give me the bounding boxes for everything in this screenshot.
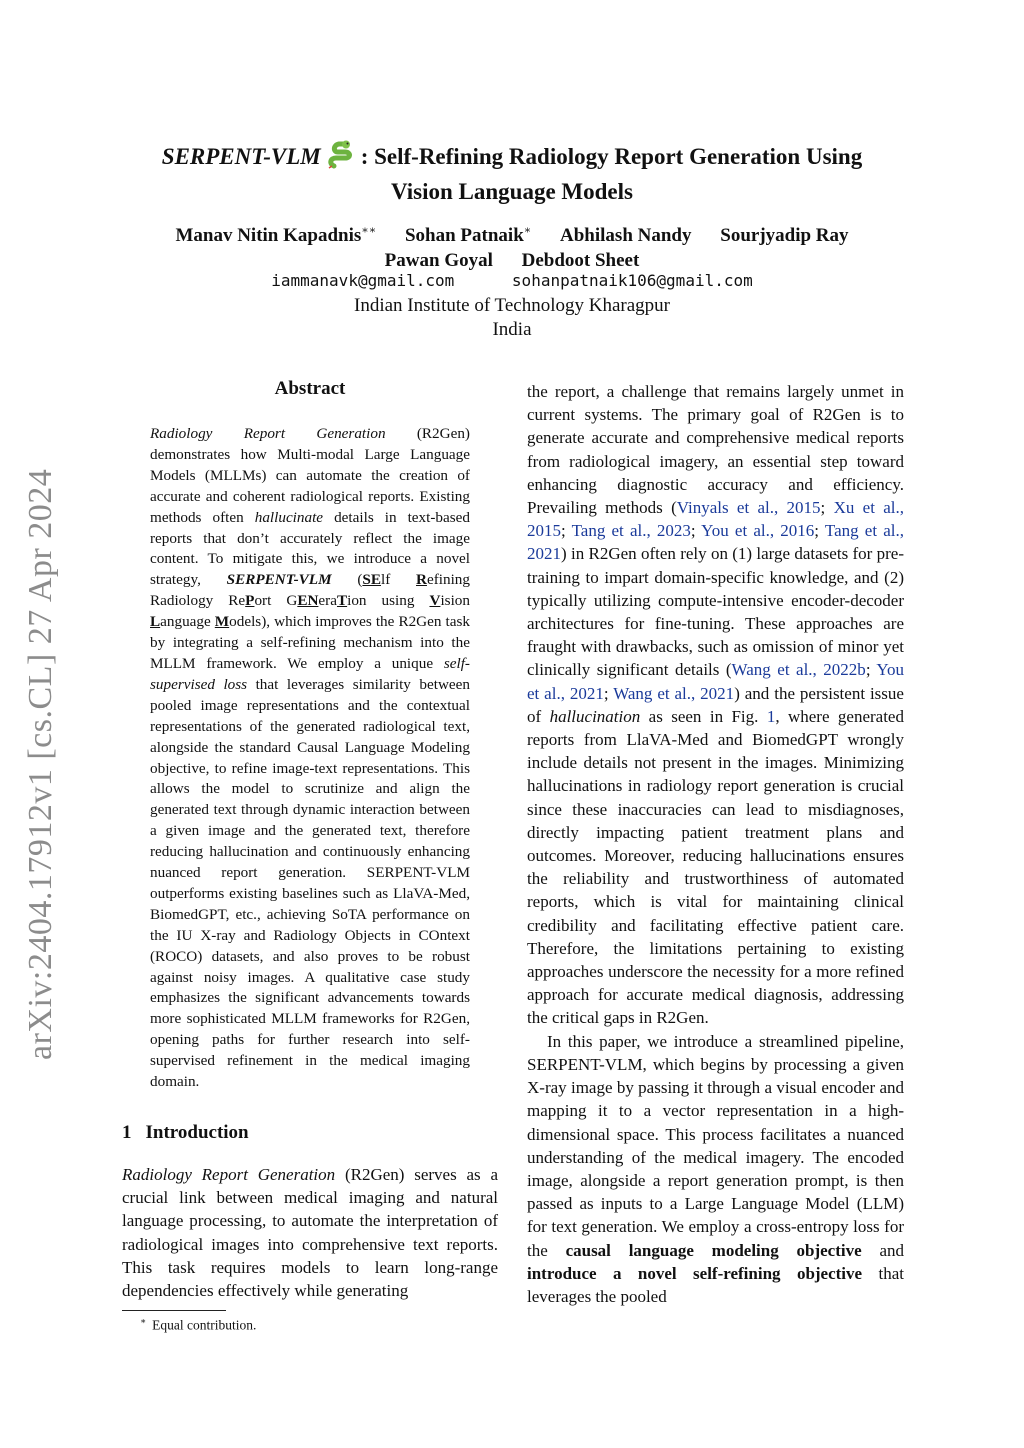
citation-link[interactable]: You et al., 2021 [527,660,904,703]
citation-link[interactable]: Xu et al., 2015 [527,498,904,541]
citation-link[interactable]: Tang et al., 2023 [571,521,691,541]
abstract-heading: Abstract [274,378,346,399]
affiliation: Indian Institute of Technology Kharagpur India [354,295,670,340]
email-link[interactable]: iammanavk@gmail.com [271,271,455,290]
author-list [100,219,924,273]
footnote: ∗ Equal contribution. [140,1316,257,1333]
paragraph: the report, a challenge that remains largely unmet in current systems. The primary goal of R2Gen is to generate accurate and comprehensive medical reports from radiological imagery, an essential step toward enhancing diagnostic accuracy and efficiency. Prevailing methods (Vinyals et al., 2015; Xu et al., 2015; Tang et al., 2023; You et al., 2016; Tang et al., 2021) in R2Gen often rely on (1) large datasets for pre-training to impart domain-specific knowledge, and (2) typically utilizing compute-intensive encoder-decoder architectures for fine-tuning. These approaches are fraught with drawbacks, such as omission of minor yet clinically significant details (Wang et al., 2022b; You et al., 2021; Wang et al., 2021) and the persistent issue of hallucination as seen in Fig. 1, where generated reports from LlaVA-Med and BiomedGPT wrongly include details not present in the images. Minimizing hallucinations in radiology report generation is crucial since these inaccuracies can lead to misdiagnoses, directly impacting patient treatment plans and outcomes. Moreover, reducing hallucinations ensures the reliability and trustworthiness of automated reports, which is vital for maintaining clinical credibility and facilitating effective patient care. Therefore, the limitations pertaining to existing approaches underscore the necessity for a more refined approach for accurate medical diagnosis, addressing the critical gaps in R2Gen. [527,382,904,1028]
introduction-paragraph: Radiology Report Generation (R2Gen) serves as a crucial link between medical imaging and natural language processing, to automate the interpretation of radiological images into comprehensive text reports. This task requires models to learn long-range dependencies effectively while generating [122,1165,498,1301]
author-6: Debdoot Sheet [521,250,640,272]
email-list [100,269,924,293]
citation-link[interactable]: Vinyals et al., 2015 [676,498,821,518]
author-3: Abhilash Nandy [560,225,692,247]
arxiv-stamp: arXiv:2404.17912v1 [cs.CL] 27 Apr 2024 [22,468,59,1060]
author-5: Pawan Goyal [384,250,493,272]
title-line2: Vision Language Models [391,179,633,204]
right-column-text [527,380,904,1308]
figure-link[interactable]: 1 [766,706,776,726]
citation-link[interactable]: Wang et al., 2021 [613,683,735,703]
section-heading-introduction: 1 Introduction [122,1122,249,1143]
author-4: Sourjyadip Ray [720,225,849,247]
title-line1: : Self-Refining Radiology Report Generation Using [360,144,863,169]
email-link[interactable]: sohanpatnaik106@gmail.com [511,271,753,290]
citation-link[interactable]: Tang et al., 2021 [527,521,904,564]
citation-link[interactable]: Wang et al., 2022b [731,660,866,680]
author-2: Sohan Patnaik∗ [404,225,532,247]
citation-link[interactable]: You et al., 2016 [701,521,815,541]
paper-title [100,140,924,206]
snake-icon [327,140,355,177]
title-model-name: SERPENT-VLM [161,144,321,169]
paragraph: In this paper, we introduce a streamlined pipeline, SERPENT-VLM, which begins by processing a given X-ray image by passing it through a visual encoder and mapping it to a vector representation in a high-dimensional space. This process facilitates a nuanced understanding of the medical imagery. The encoded image, alongside a report generation prompt, is then passed as inputs to a Large Language Model (LLM) for text generation. We employ a cross-entropy loss for the causal language modeling objective and introduce a novel self-refining objective that leverages the pooled [527,1031,904,1306]
abstract-body: Radiology Report Generation (R2Gen) demonstrates how Multi-modal Large Language Models (MLLMs) can automate the creation of accurate and coherent radiological reports. Existing methods often hallucinate details in text-based reports that don’t accurately reflect the image content. To mitigate this, we introduce a novel strategy, SERPENT-VLM (SElf Refining Radiology RePort GENeraTion using Vision Language Models), which improves the R2Gen task by integrating a self-refining mechanism into the MLLM framework. We employ a unique self-supervised loss that leverages similarity between pooled image representations and the contextual representations of the generated radiological text, alongside the standard Causal Language Modeling objective, to refine image-text representations. This allows the model to scrutinize and align the generated text through dynamic interaction between a given image and the generated text, therefore reducing hallucination and continuously enhancing nuanced report generation. SERPENT-VLM outperforms existing baselines such as LlaVA-Med, BiomedGPT, etc., achieving SoTA performance on the IU X-ray and Radiology Objects in COntext (ROCO) datasets, and also proves to be robust against noisy images. A qualitative case study emphasizes the significant advancements towards more sophisticated MLLM frameworks for R2Gen, opening paths for further research into self-supervised refinement in the medical imaging domain. [150,425,470,1091]
footnote-rule [122,1310,226,1311]
author-1: Manav Nitin Kapadnis∗∗ [175,225,377,247]
